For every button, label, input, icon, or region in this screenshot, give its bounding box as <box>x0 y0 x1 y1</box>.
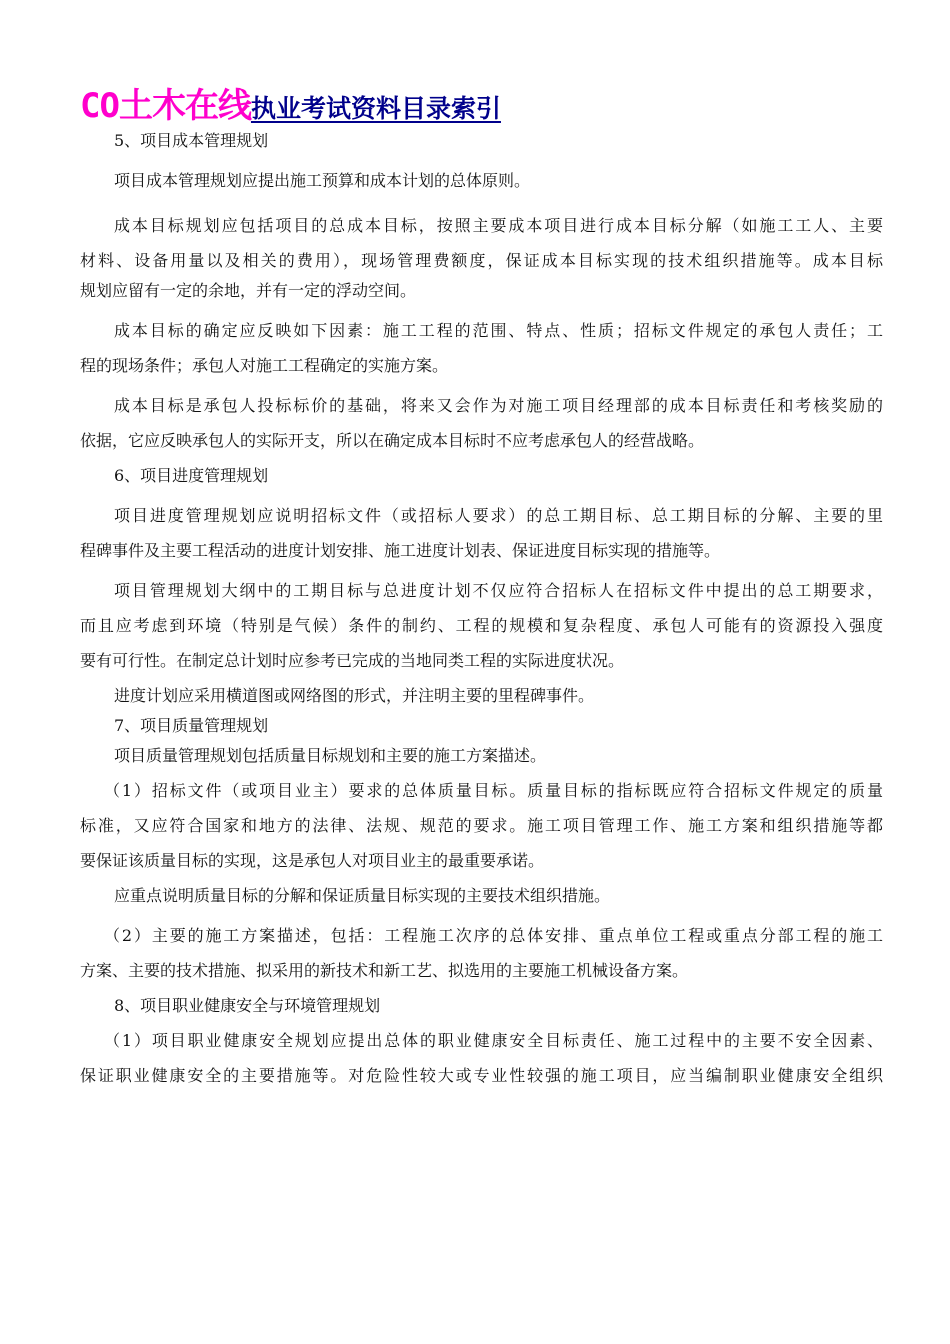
paragraph-line: 成本目标的确定应反映如下因素：施工工程的范围、特点、性质；招标文件规定的承包人责任；工 <box>114 321 883 340</box>
paragraph-line: （2）主要的施工方案描述，包括：工程施工次序的总体安排、重点单位工程或重点分部工程的施工 <box>104 926 883 945</box>
paragraph-line: 项目进度管理规划应说明招标文件（或招标人要求）的总工期目标、总工期目标的分解、主要的里 <box>114 506 883 525</box>
header-title-link[interactable]: 执业考试资料目录索引 <box>250 94 501 123</box>
paragraph-line: 材料、设备用量以及相关的费用），现场管理费额度，保证成本目标实现的技术组织措施等。成本目标 <box>80 251 883 270</box>
paragraph-line: 进度计划应采用横道图或网络图的形式，并注明主要的里程碑事件。 <box>114 686 595 705</box>
paragraph-line: 依据，它应反映承包人的实际开支，所以在确定成本目标时不应考虑承包人的经营战略。 <box>80 431 705 450</box>
paragraph-line: 项目成本管理规划应提出施工预算和成本计划的总体原则。 <box>114 171 531 190</box>
section-heading-7: 7、项目质量管理规划 <box>114 716 269 735</box>
paragraph-line: 规划应留有一定的余地，并有一定的浮动空间。 <box>80 281 417 300</box>
paragraph-line: 保证职业健康安全的主要措施等。对危险性较大或专业性较强的施工项目，应当编制职业健康安全组织 <box>80 1066 883 1085</box>
paragraph-line: 程碑事件及主要工程活动的进度计划安排、施工进度计划表、保证进度目标实现的措施等。 <box>80 541 721 560</box>
section-heading-8: 8、项目职业健康安全与环境管理规划 <box>114 996 381 1015</box>
section-heading-5: 5、项目成本管理规划 <box>114 131 269 150</box>
paragraph-line: 标准，又应符合国家和地方的法律、法规、规范的要求。施工项目管理工作、施工方案和组织措施等都 <box>80 816 883 835</box>
document-body <box>80 130 883 1086</box>
paragraph-line: 成本目标是承包人投标标价的基础，将来又会作为对施工项目经理部的成本目标责任和考核奖励的 <box>114 396 883 415</box>
paragraph-line: （1）项目职业健康安全规划应提出总体的职业健康安全目标责任、施工过程中的主要不安全因素、 <box>104 1031 883 1050</box>
brand-logo-text: CO土木在线 <box>80 86 251 126</box>
paragraph-line: 程的现场条件；承包人对施工工程确定的实施方案。 <box>80 356 449 375</box>
paragraph-line: 而且应考虑到环境（特别是气候）条件的制约、工程的规模和复杂程度、承包人可能有的资源投入强度 <box>80 616 883 635</box>
paragraph-line: 方案、主要的技术措施、拟采用的新技术和新工艺、拟选用的主要施工机械设备方案。 <box>80 961 689 980</box>
paragraph-line: 成本目标规划应包括项目的总成本目标，按照主要成本项目进行成本目标分解（如施工工人、主要 <box>114 216 883 235</box>
paragraph-line: （1）招标文件（或项目业主）要求的总体质量目标。质量目标的指标既应符合招标文件规定的质量 <box>104 781 883 800</box>
paragraph-line: 要保证该质量目标的实现，这是承包人对项目业主的最重要承诺。 <box>80 851 545 870</box>
header <box>80 78 501 127</box>
paragraph-line: 应重点说明质量目标的分解和保证质量目标实现的主要技术组织措施。 <box>114 886 611 905</box>
paragraph-line: 要有可行性。在制定总计划时应参考已完成的当地同类工程的实际进度状况。 <box>80 651 625 670</box>
paragraph-line: 项目管理规划大纲中的工期目标与总进度计划不仅应符合招标人在招标文件中提出的总工期要求， <box>114 581 883 600</box>
section-heading-6: 6、项目进度管理规划 <box>114 466 269 485</box>
paragraph-line: 项目质量管理规划包括质量目标规划和主要的施工方案描述。 <box>114 746 547 765</box>
